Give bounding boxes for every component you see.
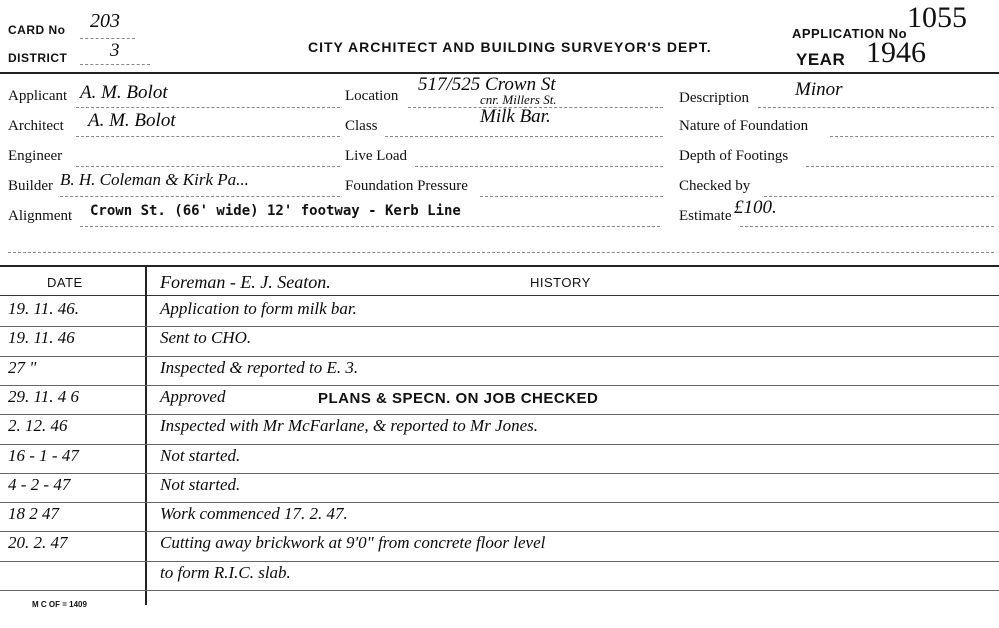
alignment-label: Alignment [8, 208, 73, 224]
history-text: Work commenced 17. 2. 47. [160, 504, 348, 524]
architect-label: Architect [8, 118, 64, 134]
builder-value: B. H. Coleman & Kirk Pa... [60, 170, 249, 189]
history-date: 4 - 2 - 47 [8, 474, 71, 494]
foreman-note: Foreman - E. J. Seaton. [160, 272, 331, 292]
history-text: Not started. [160, 445, 241, 465]
history-date: 19. 11. 46. [8, 299, 79, 318]
card-no-label: CARD No [8, 23, 66, 37]
history-text: Application to form milk bar. [160, 299, 357, 318]
history-date: 27 " [8, 357, 37, 377]
history-date: 19. 11. 46 [8, 328, 75, 348]
form-number: M C OF = 1409 [32, 600, 87, 609]
estimate-label: Estimate [679, 208, 732, 224]
history-text: Cutting away brickwork at 9'0" from concrete floor level [160, 533, 546, 553]
history-date: 16 - 1 - 47 [8, 445, 79, 465]
alignment-value: Crown St. (66' wide) 12' footway - Kerb Line [90, 203, 461, 219]
live-load-label: Live Load [345, 148, 408, 164]
engineer-label: Engineer [8, 148, 63, 164]
estimate-value: £100. [734, 197, 777, 218]
architect-value: A. M. Bolot [88, 110, 176, 131]
depth-of-footings-label: Depth of Footings [679, 148, 789, 164]
history-date: 2. 12. 46 [8, 416, 68, 436]
checked-by-label: Checked by [679, 178, 751, 194]
year-label: YEAR [796, 50, 846, 69]
application-label: APPLICATION No [792, 26, 908, 41]
history-text: to form R.I.C. slab. [160, 562, 291, 582]
department-title: CITY ARCHITECT AND BUILDING SURVEYOR'S DEPT. [308, 39, 712, 55]
builder-label: Builder [8, 178, 53, 194]
history-date: 29. 11. 4 6 [8, 386, 79, 406]
description-label: Description [679, 90, 749, 106]
class-label: Class [345, 118, 378, 134]
foundation-pressure-label: Foundation Pressure [345, 178, 468, 194]
history-text: Inspected & reported to E. 3. [160, 357, 359, 377]
history-header: HISTORY [530, 275, 591, 290]
history-text: Inspected with Mr McFarlane, & reported to Mr Jones. [160, 416, 539, 436]
history-date: 18 2 47 [8, 504, 59, 524]
location-label: Location [345, 88, 399, 104]
history-text: Not started. [160, 474, 241, 494]
district-label: DISTRICT [8, 51, 68, 65]
history-text: Sent to CHO. [160, 328, 252, 348]
year-value: 1946 [866, 36, 926, 69]
card-no-value: 203 [90, 10, 120, 32]
location-value: 517/525 Crown St [418, 74, 556, 95]
applicant-label: Applicant [8, 88, 68, 104]
nature-of-foundation-label: Nature of Foundation [679, 118, 809, 134]
district-value: 3 [110, 40, 120, 61]
applicant-value: A. M. Bolot [80, 82, 168, 103]
history-date: 20. 2. 47 [8, 533, 68, 553]
class-value: Milk Bar. [480, 106, 551, 127]
description-value: Minor [795, 79, 843, 100]
history-stamp: PLANS & SPECN. ON JOB CHECKED [318, 389, 599, 407]
history-text: Approved [160, 386, 226, 406]
application-no: 1055 [907, 1, 967, 34]
date-header: DATE [47, 275, 83, 290]
location-value-2: cnr. Millers St. [480, 92, 557, 107]
